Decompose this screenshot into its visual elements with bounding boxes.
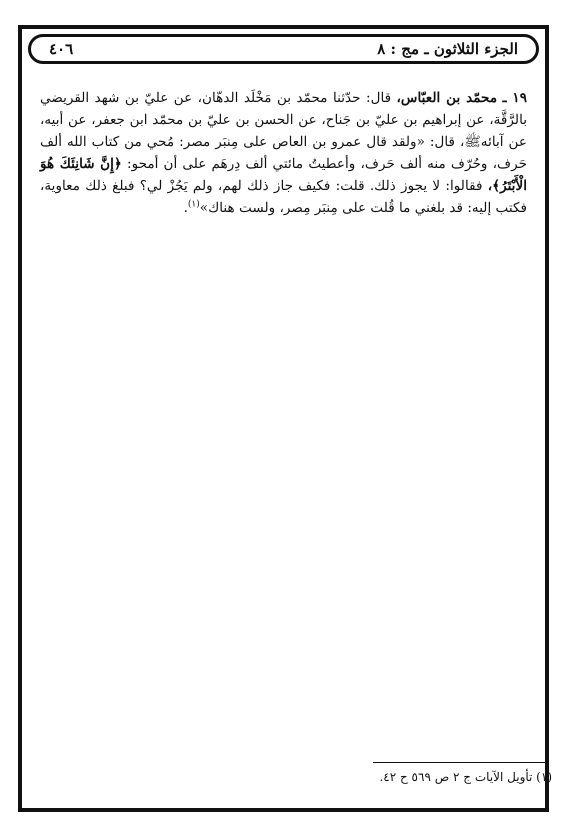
footnote-reference: (١) bbox=[187, 199, 200, 210]
page-header bbox=[28, 34, 539, 64]
narrator-name: محمّد بن العبّاس، bbox=[396, 90, 498, 106]
hadith-text-part-2: فقالوا: لا يجوز ذلك. قلت: فكيف جاز ذلك لهم، ولم يَجُزْ لي؟ فبلغ ذلك معاوية، فكتب إليه: قد بلغني ما قُلت على مِنبَر مِصر، ولست هناك» bbox=[40, 178, 527, 216]
running-title: الجزء الثلاثون ـ مج : ٨ bbox=[377, 40, 518, 58]
page-number: ٤٠٦ bbox=[49, 40, 74, 58]
page-frame bbox=[18, 25, 549, 812]
hadith-paragraph bbox=[40, 87, 527, 219]
footnote: (١) تأويل الآيات ج ٢ ص ٥٦٩ ح ٤٢. bbox=[379, 770, 552, 784]
quran-verse: ﴿إِنَّ شَانِئَكَ هُوَ الْأَبْتَرُ﴾، bbox=[40, 156, 527, 194]
hadith-number: ١٩ ـ bbox=[502, 90, 527, 106]
footnote-separator bbox=[373, 762, 548, 763]
hadith-end-punctuation: . bbox=[183, 200, 188, 216]
hadith-text-part-1: قال: حدّثنا محمّد بن مَخْلَد الدهّان، عن عليّ بن شهد القريضي بالرَّقَّة، عن إبراهيم بن عليّ بن جَناح، عن الحسن بن عليّ بن محمّد ابن جعفر، عن أبيه، عن آبائهﷺ، قال: «ولقد قال عمرو بن العاص على مِنبَر مصر: مُحي من كتاب الله ألف حَرف، وحُرّف منه ألف حَرف، وأعطيتُ مائتي ألف دِرهَم على أن أمحو: bbox=[40, 90, 527, 172]
